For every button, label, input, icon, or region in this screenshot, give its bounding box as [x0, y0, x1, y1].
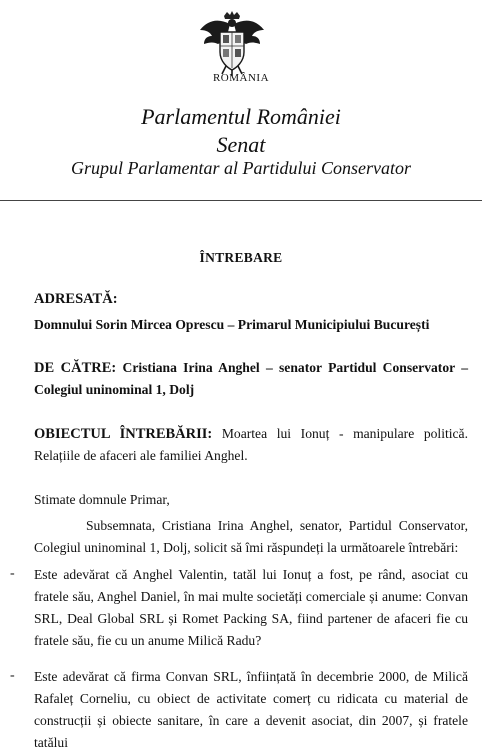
- question-1: Este adevărat că Anghel Valentin, tatăl lui Ionuț a fost, pe rând, asociat cu fratele său, Anghel Daniel, în mai multe societăți comerciale și anume: Convan SRL, Deal Global SRL și Romet Packing SA, fiind partener de afaceri fie cu fratele său, fie cu un anume Milică Radu?: [34, 567, 468, 648]
- intro-paragraph: Subsemnata, Cristiana Irina Anghel, senator, Partidul Conservator, Colegiul uninominal 1, Dolj, solicit să îmi răspundeți la următoarele întrebări:: [34, 518, 468, 555]
- document-title: ÎNTREBARE: [199, 250, 283, 265]
- header-divider: [0, 200, 482, 201]
- de-catre-text: Cristiana Irina Anghel – senator Partidul Conservator – Colegiul uninominal 1, Dolj: [34, 360, 468, 397]
- bullet-dash-2: -: [10, 668, 15, 683]
- header-group: Grupul Parlamentar al Partidului Conservator: [70, 158, 411, 178]
- question-2: Este adevărat că firma Convan SRL, înființată în decembrie 2000, de Milică Rafaleț Corneliu, cu obiect de activitate comerț cu ridicata cu material de construcții și obiecte sanitare, în care a devenit asociat, din 2007, și fratele tatălui: [34, 669, 468, 750]
- obiectul-section: [34, 423, 468, 467]
- obiectul-label: OBIECTUL ÎNTREBĂRII:: [34, 426, 213, 442]
- adresata-label: ADRESATĂ:: [34, 291, 118, 307]
- romania-coat-of-arms-icon: [196, 10, 268, 76]
- de-catre-label: DE CĂTRE:: [34, 360, 117, 376]
- header-senate: Senat: [216, 132, 266, 157]
- bullet-dash-1: -: [10, 566, 15, 581]
- adresata-text: Domnului Sorin Mircea Oprescu – Primarul Municipiului București: [34, 317, 430, 332]
- obiectul-text: Moartea lui Ionuț - manipulare politică. Relațiile de afaceri ale familiei Anghel.: [34, 426, 468, 463]
- salutation: Stimate domnule Primar,: [34, 492, 170, 507]
- de-catre-section: [34, 357, 468, 401]
- country-label: ROMÂNIA: [212, 72, 270, 84]
- header-parliament: Parlamentul României: [141, 104, 341, 129]
- adresata-section: [34, 288, 468, 310]
